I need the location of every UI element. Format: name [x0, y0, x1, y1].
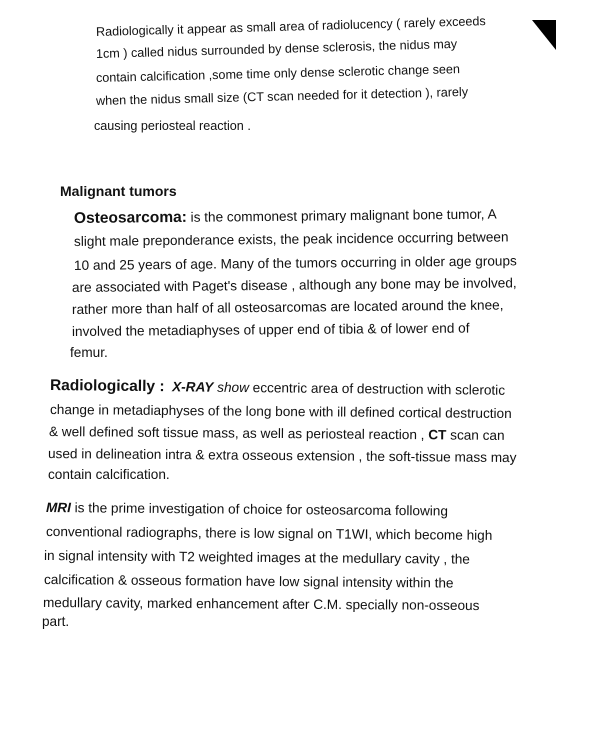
osteosarcoma-term: Osteosarcoma:: [73, 208, 187, 227]
mri-line-6: part.: [42, 614, 70, 629]
radiologically-line-3-text-a: & well defined soft tissue mass, as well as periosteal reaction ,: [48, 424, 429, 443]
radiologically-line-4: used in delineation intra & extra osseous extension , the soft-tissue mass may: [47, 446, 517, 466]
radiologically-line-1: [50, 377, 505, 400]
intro-line-3: contain calcification ,some time only dense sclerotic change seen: [95, 62, 461, 85]
osteosarcoma-line-5: rather more than half of all osteosarcomas are located around the knee,: [71, 297, 504, 317]
osteosarcoma-line-1-text: is the commonest primary malignant bone tumor, A: [186, 206, 497, 225]
xray-term: X-RAY: [172, 379, 214, 395]
radiologically-line-2: change in metadiaphyses of the long bone with ill defined cortical destruction: [49, 402, 512, 422]
radiologically-term: Radiologically :: [49, 377, 165, 396]
intro-line-1: Radiologically it appear as small area of radiolucency ( rarely exceeds: [95, 14, 486, 39]
intro-line-2: 1cm ) called nidus surrounded by dense sclerosis, the nidus may: [95, 36, 458, 61]
mri-line-5: medullary cavity, marked enhancement after C.M. specially non-osseous: [42, 595, 480, 614]
osteosarcoma-line-4: are associated with Paget's disease , although any bone may be involved,: [71, 275, 517, 295]
intro-line-4: when the nidus small size (CT scan needed for it detection ), rarely: [95, 84, 469, 108]
intro-line-5: causing periosteal reaction .: [94, 119, 251, 133]
section-heading: Malignant tumors: [60, 183, 177, 199]
ct-term: CT: [428, 427, 447, 443]
mri-line-1-text: is the prime investigation of choice for osteosarcoma following: [70, 500, 449, 519]
osteosarcoma-line-2: slight male preponderance exists, the peak incidence occurring between: [73, 229, 509, 249]
mri-line-1: [46, 500, 448, 519]
mri-line-4: calcification & osseous formation have low signal intensity within the: [43, 572, 454, 591]
mri-line-3: in signal intensity with T2 weighted images at the medullary cavity , the: [43, 548, 470, 567]
radiologically-line-3-text-b: scan can: [446, 427, 505, 443]
radiologically-line-1-text: eccentric area of destruction with sclerotic: [248, 380, 506, 398]
radiologically-line-3: [49, 424, 505, 443]
osteosarcoma-line-6: involved the metadiaphyses of upper end of tibia & of lower end of: [71, 320, 470, 339]
corner-triangle-mark: [532, 20, 556, 50]
mri-term: MRI: [45, 500, 71, 516]
osteosarcoma-line-3: 10 and 25 years of age. Many of the tumors occurring in older age groups: [73, 253, 517, 273]
show-word: show: [213, 379, 250, 396]
radiologically-line-5: contain calcification.: [48, 467, 170, 482]
osteosarcoma-line-1: [74, 206, 497, 228]
mri-line-2: conventional radiographs, there is low signal on T1WI, which become high: [45, 524, 493, 543]
osteosarcoma-line-7: femur.: [70, 345, 108, 360]
